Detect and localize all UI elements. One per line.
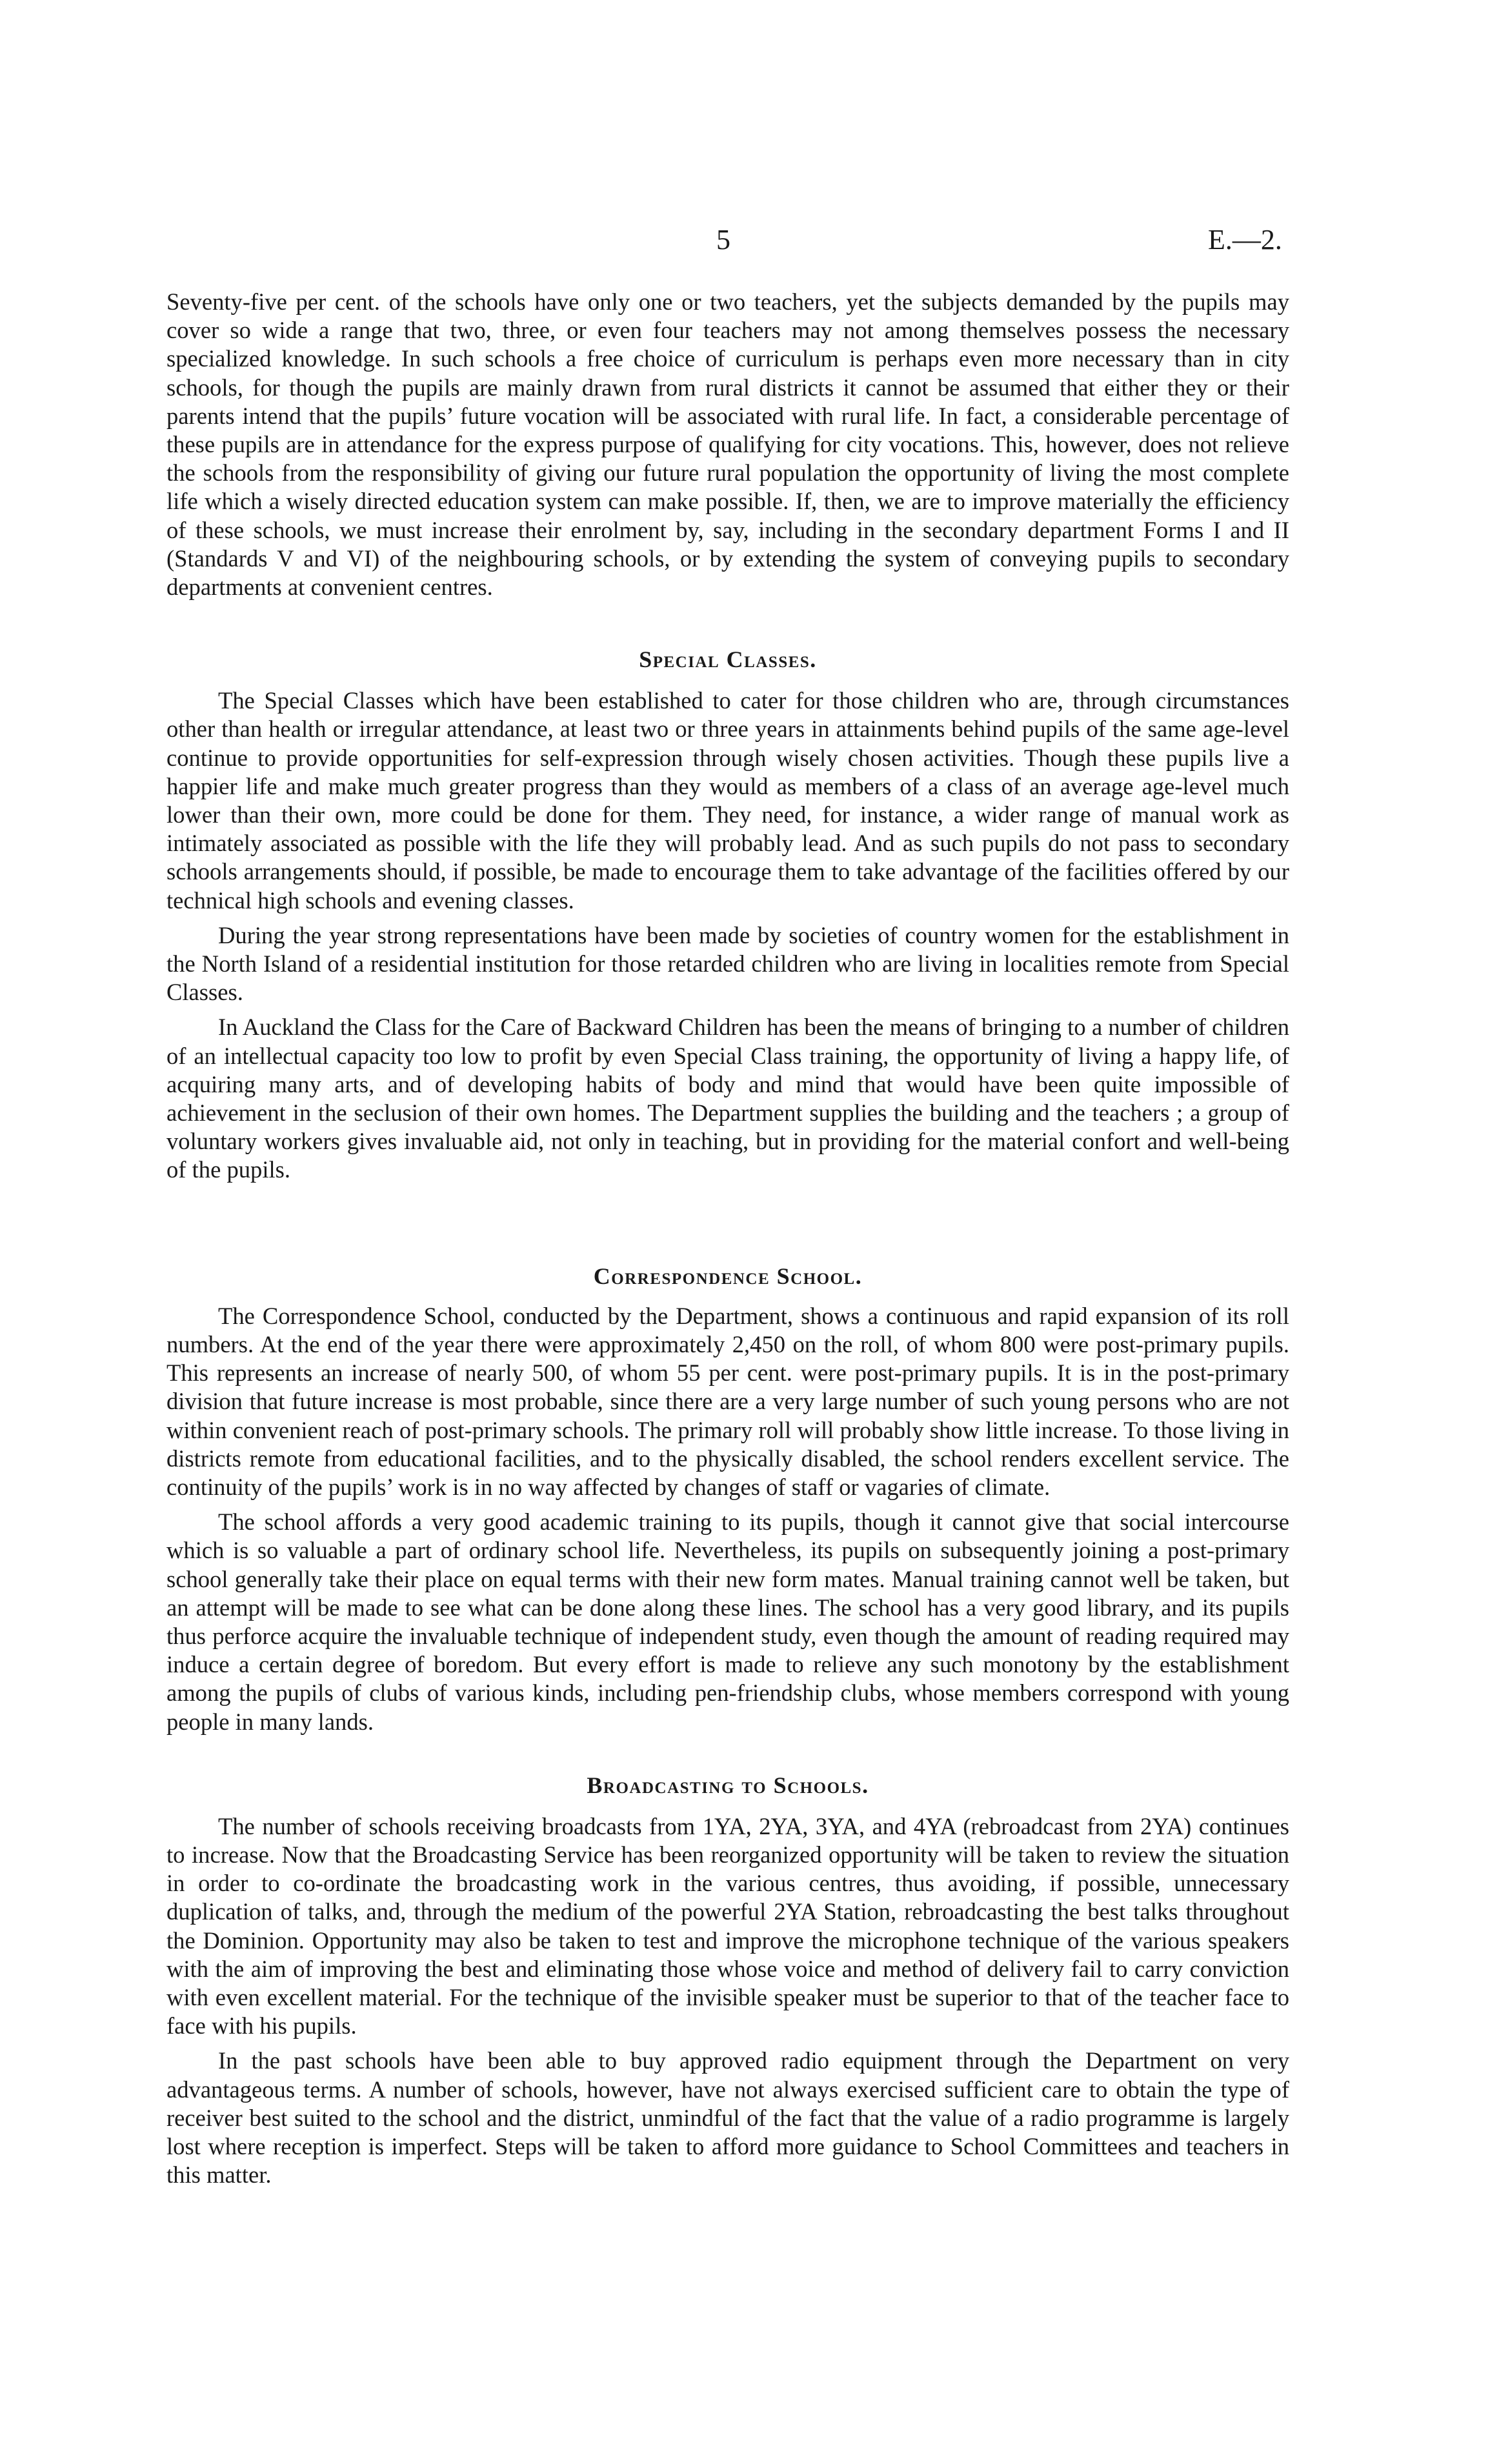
correspondence-school-heading: Correspondence School.: [593, 1263, 863, 1289]
intro-paragraph: Seventy-five per cent. of the schools have only one or two teachers, yet the subjects demanded by the pupils may cover so wide a range that two, three, or even four teachers may not among themselves possess the necessary specialized knowledge. In such schools a free choice of curriculum is perhaps even more necessary than in city schools, for though the pupils are mainly drawn from rural districts it cannot be assumed that either they or their parents intend that the pupils’ future vocation will be associated with rural life. In fact, a considerable percentage of these pupils are in attendance for the express purpose of qualifying for city vocations. This, however, does not relieve the schools from the responsibility of giving our future rural population the opportunity of living the most complete life which a wisely directed education system can make possible. If, then, we are to improve materially the efficiency of these schools, we must increase their enrolment by, say, including in the secondary department Forms I and II (Standards V and VI) of the neighbouring schools, or by extending the system of conveying pupils to secondary departments at convenient centres.: [166, 288, 1289, 601]
page-body: [166, 288, 1289, 2189]
broadcasting-paragraph-2: In the past schools have been able to buy approved radio equipment through the Department on very advantageous terms. A number of schools, however, have not always exercised sufficient care to obtain the type of receiver best suited to the school and the district, unmindful of the fact that the value of a radio programme is largely lost where reception is imperfect. Steps will be taken to afford more guidance to School Committees and teachers in this matter.: [166, 2047, 1289, 2189]
broadcasting-heading: Broadcasting to Schools.: [587, 1772, 869, 1798]
page-reference: E.—2.: [1208, 224, 1282, 255]
special-classes-paragraph-3: In Auckland the Class for the Care of Backward Children has been the means of bringing to a number of children of an intellectual capacity too low to profit by even Special Class training, the opportunity of living a happy life, of acquiring many arts, and of developing habits of body and mind that would have been quite impossible of achievement in the seclusion of their own homes. The Department supplies the building and the teachers ; a group of voluntary workers gives invaluable aid, not only in teaching, but in providing for the material confort and well-being of the pupils.: [166, 1014, 1289, 1183]
correspondence-school-paragraph-1: The Correspondence School, conducted by the Department, shows a continuous and rapid expansion of its roll numbers. At the end of the year there were approximately 2,450 on the roll, of whom 800 were post-primary pupils. This represents an increase of nearly 500, of whom 55 per cent. were post-primary pupils. It is in the post-primary division that future increase is most probable, since there are a very large number of such young persons who are not within convenient reach of post-primary schools. The primary roll will probably show little increase. To those living in districts remote from educational facilities, and to the physically disabled, the school renders excellent service. The continuity of the pupils’ work is in no way affected by changes of staff or vagaries of climate.: [166, 1302, 1289, 1500]
special-classes-paragraph-1: The Special Classes which have been established to cater for those children who are, through circumstances other than health or irregular attendance, at least two or three years in attainments behind pupils of the same age-level continue to provide opportunities for self-expression through wisely chosen activities. Though these pupils live a happier life and make much greater progress than they would as members of a class of an average age-level much lower than their own, more could be done for them. They need, for instance, a wider range of manual work as intimately associated as possible with the life they will probably lead. And as such pupils do not pass to secondary schools arrangements should, if possible, be made to encourage them to take advantage of the facilities offered by our technical high schools and evening classes.: [166, 687, 1289, 914]
correspondence-school-paragraph-2: The school affords a very good academic training to its pupils, though it cannot give that social intercourse which is so valuable a part of ordinary school life. Nevertheless, its pupils on subsequently joining a post-primary school generally take their place on equal terms with their new form mates. Manual training cannot well be taken, but an attempt will be made to see what can be done along these lines. The school has a very good library, and its pupils thus perforce acquire the invaluable technique of independent study, even though the amount of reading required may induce a certain degree of boredom. But every effort is made to relieve any such monotony by the establishment among the pupils of clubs of various kinds, including pen-friendship clubs, whose members correspond with young people in many lands.: [166, 1508, 1289, 1735]
page-number: 5: [716, 224, 730, 255]
special-classes-heading: Special Classes.: [639, 646, 817, 673]
broadcasting-paragraph-1: The number of schools receiving broadcasts from 1YA, 2YA, 3YA, and 4YA (rebroadcast from 2YA) continues to increase. Now that the Broadcasting Service has been reorganized opportunity will be taken to review the situation in order to co-ordinate the broadcasting work in the various centres, thus avoiding, if possible, unnecessary duplication of talks, and, through the medium of the powerful 2YA Station, rebroadcasting the best talks throughout the Dominion. Opportunity may also be taken to test and improve the microphone technique of the various speakers with the aim of improving the best and eliminating those whose voice and method of delivery fail to carry conviction with even excellent material. For the technique of the invisible speaker must be superior to that of the teacher face to face with his pupils.: [166, 1812, 1289, 2039]
special-classes-paragraph-2: During the year strong representations have been made by societies of country women for the establishment in the North Island of a residential institution for those retarded children who are living in localities remote from Special Classes.: [166, 921, 1289, 1006]
